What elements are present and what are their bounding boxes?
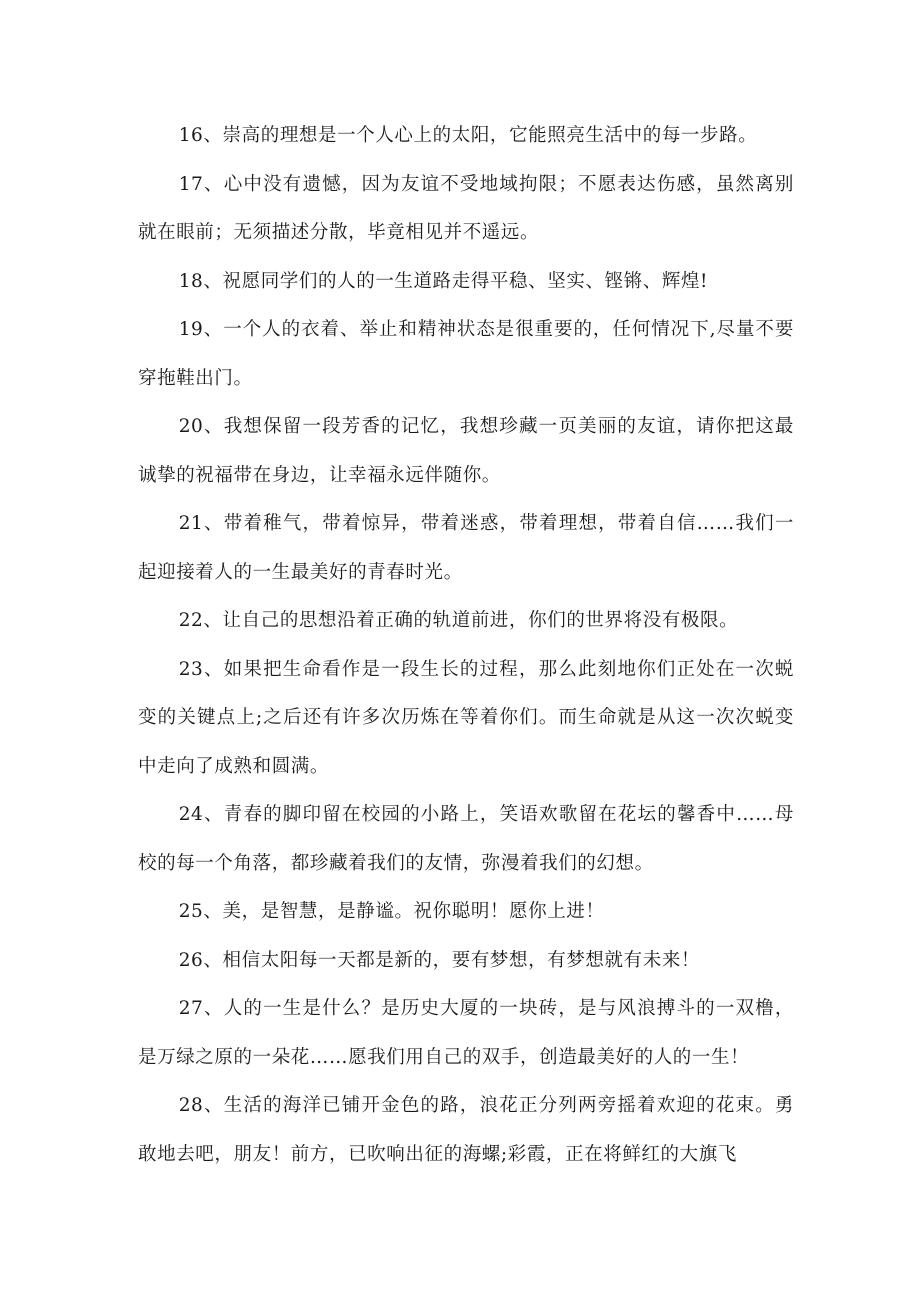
paragraph-16: 16、崇高的理想是一个人心上的太阳，它能照亮生活中的每一步路。 bbox=[178, 125, 758, 146]
document-body bbox=[138, 112, 794, 1179]
paragraph-21: 21、带着稚气，带着惊异，带着迷惑，带着理想，带着自信……我们一起迎接着人的一生最美好的青春时光。 bbox=[138, 513, 794, 583]
paragraph-17: 17、心中没有遗憾，因为友谊不受地域拘限；不愿表达伤感，虽然离别就在眼前；无须描述分散，毕竟相见并不遥远。 bbox=[138, 173, 794, 243]
paragraph-28: 28、生活的海洋已铺开金色的路，浪花正分列两旁摇着欢迎的花束。勇敢地去吧，朋友！前方，已吹响出征的海螺;彩霞，正在将鲜红的大旗飞 bbox=[138, 1095, 794, 1165]
paragraph-19: 19、一个人的衣着、举止和精神状态是很重要的，任何情况下,尽量不要穿拖鞋出门。 bbox=[138, 319, 794, 389]
paragraph-27: 27、人的一生是什么？是历史大厦的一块砖，是与风浪搏斗的一双橹，是万绿之原的一朵花……愿我们用自己的双手，创造最美好的人的一生！ bbox=[138, 998, 794, 1068]
paragraph-25: 25、美，是智慧，是静谧。祝你聪明！愿你上进！ bbox=[178, 901, 605, 922]
paragraph-18: 18、祝愿同学们的人的一生道路走得平稳、坚实、铿锵、辉煌! bbox=[178, 270, 709, 292]
paragraph-26: 26、相信太阳每一天都是新的，要有梦想，有梦想就有未来！ bbox=[178, 949, 701, 971]
paragraph-24: 24、青春的脚印留在校园的小路上，笑语欢歌留在花坛的馨香中……母校的每一个角落，都珍藏着我们的友情，弥漫着我们的幻想。 bbox=[138, 804, 794, 874]
paragraph-22: 22、让自己的思想沿着正确的轨道前进，你们的世界将没有极限。 bbox=[178, 610, 739, 631]
paragraph-23: 23、如果把生命看作是一段生长的过程，那么此刻地你们正处在一次蜕变的关键点上;之后还有许多次历炼在等着你们。而生命就是从这一次次蜕变中走向了成熟和圆满。 bbox=[138, 658, 794, 777]
paragraph-20: 20、我想保留一段芳香的记忆，我想珍藏一页美丽的友谊，请你把这最诚挚的祝福带在身边，让幸福永远伴随你。 bbox=[138, 416, 794, 486]
